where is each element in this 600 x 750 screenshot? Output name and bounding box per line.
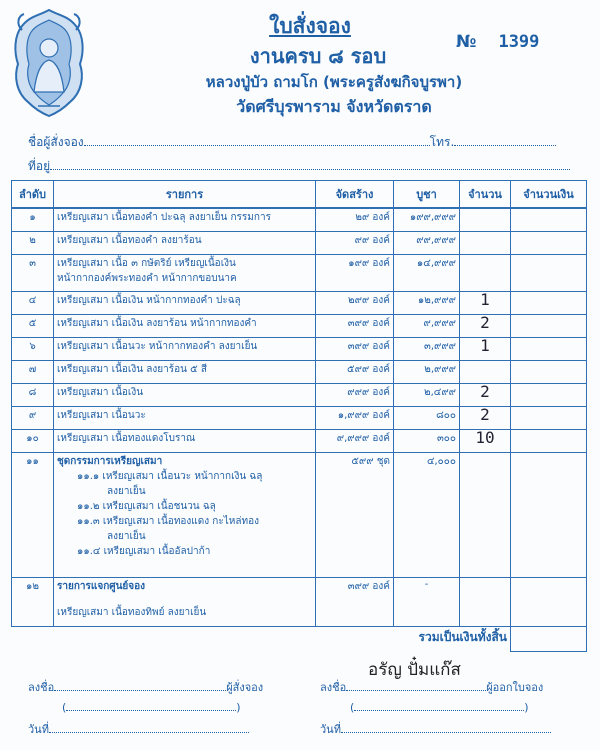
row-stock: ๙๙ องค์ bbox=[316, 232, 394, 255]
row-qty[interactable] bbox=[460, 453, 511, 578]
sign-label-right: ลงชื่อ bbox=[320, 681, 347, 694]
row-item bbox=[54, 578, 316, 627]
row-item: เหรียญเสมา เนื้อทองคำ ปะฉลุ ลงยาเย็น กรรมการ bbox=[54, 208, 316, 232]
set-line-a: ๑๑.๒ เหรียญเสมา เนื้อชนวน ฉลุ bbox=[77, 501, 216, 512]
row-price: ๑๔,๙๙๙ bbox=[394, 255, 460, 292]
orderer-date-field[interactable] bbox=[49, 720, 249, 733]
col-header-qty: จำนวน bbox=[460, 181, 511, 209]
table-row bbox=[12, 338, 587, 361]
row-item: เหรียญเสมา เนื้อเงิน หน้ากากทองคำ ปะฉลุ bbox=[54, 292, 316, 315]
phone-field[interactable] bbox=[454, 133, 556, 146]
address-line bbox=[28, 157, 570, 176]
row-price: ๓๐๐ bbox=[394, 430, 460, 453]
row-price: ๓,๙๙๙ bbox=[394, 338, 460, 361]
table-header-row bbox=[12, 181, 587, 209]
row-price: ๙,๙๙๙ bbox=[394, 315, 460, 338]
total-row bbox=[12, 627, 587, 652]
set-line-a: ๑๑.๑ เหรียญเสมา เนื้อนวะ หน้ากากเงิน ฉลุ bbox=[77, 471, 263, 482]
row-stock: ๑,๙๙๙ องค์ bbox=[316, 407, 394, 430]
set-line-a: ๑๑.๓ เหรียญเสมา เนื้อทองแดง กะไหล่ทอง bbox=[77, 516, 259, 527]
row-item: เหรียญเสมา เนื้อนวะ หน้ากากทองคำ ลงยาเย็น bbox=[54, 338, 316, 361]
row-no: ๔ bbox=[12, 292, 54, 315]
row-no: ๑๑ bbox=[12, 453, 54, 578]
total-label: รวมเป็นเงินทั้งสิ้น bbox=[12, 627, 511, 652]
row-qty[interactable] bbox=[460, 232, 511, 255]
row-qty[interactable]: 2 bbox=[460, 315, 511, 338]
table-row bbox=[12, 361, 587, 384]
table-row bbox=[12, 430, 587, 453]
row-no: ๓ bbox=[12, 255, 54, 292]
row-price: ๑๒,๙๙๙ bbox=[394, 292, 460, 315]
issuer-role: ผู้ออกใบจอง bbox=[486, 681, 544, 694]
orderer-name-field[interactable] bbox=[66, 698, 236, 711]
row-price: ๒,๙๙๙ bbox=[394, 361, 460, 384]
row-amount[interactable] bbox=[511, 407, 587, 430]
orderer-line bbox=[28, 133, 556, 152]
date-label-left: วันที่ bbox=[28, 723, 49, 736]
col-header-item: รายการ bbox=[54, 181, 316, 209]
col-header-stock: จัดสร้าง bbox=[316, 181, 394, 209]
row-amount[interactable] bbox=[511, 208, 587, 232]
event-title: งานครบ ๘ รอบ bbox=[249, 44, 387, 68]
col-header-no: ลำดับ bbox=[12, 181, 54, 209]
issuer-handwritten-name: อรัญ ปั๋มแก๊ส bbox=[368, 660, 461, 680]
monk-name: หลวงปู่บัว ถามโก (พระครูสังฆกิจบูรพา) bbox=[205, 73, 463, 91]
row-price: ๔,๐๐๐ bbox=[394, 453, 460, 578]
row-no: ๙ bbox=[12, 407, 54, 430]
row-amount[interactable] bbox=[511, 255, 587, 292]
orderer-label: ชื่อผู้สั่งจอง bbox=[28, 135, 84, 149]
table-row-set bbox=[12, 453, 587, 578]
total-amount[interactable] bbox=[511, 627, 587, 652]
orderer-field[interactable] bbox=[84, 133, 430, 146]
document-number bbox=[456, 32, 539, 52]
row-no: ๖ bbox=[12, 338, 54, 361]
row-no: ๗ bbox=[12, 361, 54, 384]
row-amount[interactable] bbox=[511, 292, 587, 315]
phone-label: โทร. bbox=[429, 135, 455, 149]
table-row bbox=[12, 292, 587, 315]
orderer-role: ผู้สั่งจอง bbox=[226, 681, 264, 694]
table-row bbox=[12, 232, 587, 255]
row-stock: ๓๙๙ องค์ bbox=[316, 338, 394, 361]
row-stock: ๓๙๙ องค์ bbox=[316, 315, 394, 338]
row-item: เหรียญเสมา เนื้อเงิน ลงยาร้อน ๕ สี bbox=[54, 361, 316, 384]
set-line-b: ลงยาเย็น bbox=[107, 531, 146, 542]
orderer-name-paren: ( ) bbox=[62, 698, 241, 714]
row-item: เหรียญเสมา เนื้อทองคำ ลงยาร้อน bbox=[54, 232, 316, 255]
temple-name: วัดศรีบุรพาราม จังหวัดตราด bbox=[236, 97, 432, 116]
row-no: ๘ bbox=[12, 384, 54, 407]
table-row bbox=[12, 255, 587, 292]
row-item-line2: หน้ากากองค์พระทองคำ หน้ากากขอบนาค bbox=[57, 273, 237, 284]
row-amount[interactable] bbox=[511, 361, 587, 384]
row-no: ๑ bbox=[12, 208, 54, 232]
row-price: ๘๐๐ bbox=[394, 407, 460, 430]
order-table bbox=[11, 180, 587, 652]
row-stock: ๑๙๙ องค์ bbox=[316, 255, 394, 292]
row-amount[interactable] bbox=[511, 430, 587, 453]
row-item-line1: เหรียญเสมา เนื้อ ๓ กษัตริย์ เหรียญเนื้อเงิน bbox=[57, 258, 236, 269]
row-price: - bbox=[394, 578, 460, 627]
row-qty[interactable]: 2 bbox=[460, 407, 511, 430]
row-qty[interactable] bbox=[460, 208, 511, 232]
row-stock: ๕๙๙ องค์ bbox=[316, 361, 394, 384]
row-amount[interactable] bbox=[511, 384, 587, 407]
orderer-date-line bbox=[28, 720, 249, 738]
row-stock: ๒๙๙ องค์ bbox=[316, 292, 394, 315]
issuer-name-field[interactable] bbox=[354, 698, 524, 711]
sign-label-left: ลงชื่อ bbox=[28, 681, 55, 694]
row-item: เหรียญเสมา เนื้อทองแดงโบราณ bbox=[54, 430, 316, 453]
table-row bbox=[12, 407, 587, 430]
table-row-distribution bbox=[12, 578, 587, 627]
row-item: เหรียญเสมา เนื้อเงิน bbox=[54, 384, 316, 407]
row-qty[interactable] bbox=[460, 361, 511, 384]
row-no: ๑๒ bbox=[12, 578, 54, 627]
row-qty[interactable]: 2 bbox=[460, 384, 511, 407]
row-no: ๕ bbox=[12, 315, 54, 338]
row-qty[interactable]: 1 bbox=[460, 338, 511, 361]
row-price: ๙๙,๙๙๙ bbox=[394, 232, 460, 255]
row-qty[interactable]: 1 bbox=[460, 292, 511, 315]
row-item: เหรียญเสมา เนื้อเงิน ลงยาร้อน หน้ากากทองคำ bbox=[54, 315, 316, 338]
row-price: ๑๙๙,๙๙๙ bbox=[394, 208, 460, 232]
set-title: ชุดกรรมการเหรียญเสมา bbox=[57, 456, 163, 467]
set-line-a: ๑๑.๔ เหรียญเสมา เนื้ออัลปาก้า bbox=[77, 546, 211, 557]
row-amount[interactable] bbox=[511, 453, 587, 578]
issuer-name-paren: ( ) bbox=[350, 698, 529, 714]
row-stock: ๙๙๙ องค์ bbox=[316, 384, 394, 407]
row-amount[interactable] bbox=[511, 578, 587, 627]
orderer-signature-line bbox=[28, 678, 263, 696]
row-amount[interactable] bbox=[511, 315, 587, 338]
row-stock: ๒๙ องค์ bbox=[316, 208, 394, 232]
row-item: เหรียญเสมา เนื้อนวะ bbox=[54, 407, 316, 430]
row-stock: ๓๙๙ องค์ bbox=[316, 578, 394, 627]
row-price: ๒,๔๙๙ bbox=[394, 384, 460, 407]
dist-title: รายการแจกศูนย์จอง bbox=[57, 581, 146, 592]
row-amount[interactable] bbox=[511, 338, 587, 361]
row-qty[interactable] bbox=[460, 578, 511, 627]
row-qty[interactable] bbox=[460, 255, 511, 292]
address-label: ที่อยู่ bbox=[28, 159, 51, 173]
row-no: ๑๐ bbox=[12, 430, 54, 453]
doc-no-value: 1399 bbox=[498, 32, 540, 52]
issuer-date-field[interactable] bbox=[341, 720, 551, 733]
row-stock: ๙,๙๙๙ องค์ bbox=[316, 430, 394, 453]
issuer-date-line bbox=[320, 720, 551, 738]
doc-no-label: № bbox=[456, 32, 477, 52]
row-amount[interactable] bbox=[511, 232, 587, 255]
row-qty[interactable]: 10 bbox=[460, 430, 511, 453]
row-item bbox=[54, 453, 316, 578]
table-row bbox=[12, 208, 587, 232]
row-item bbox=[54, 255, 316, 292]
date-label-right: วันที่ bbox=[320, 723, 341, 736]
row-no: ๒ bbox=[12, 232, 54, 255]
col-header-amount: จำนวนเงิน bbox=[511, 181, 587, 209]
table-row bbox=[12, 384, 587, 407]
orderer-signature-field[interactable] bbox=[54, 678, 226, 691]
table-row bbox=[12, 315, 587, 338]
address-field[interactable] bbox=[50, 157, 570, 170]
row-stock: ๕๙๙ ชุด bbox=[316, 453, 394, 578]
dist-item: เหรียญเสมา เนื้อทองทิพย์ ลงยาเย็น bbox=[57, 607, 207, 618]
set-line-b: ลงยาเย็น bbox=[107, 486, 146, 497]
form-title: ใบสั่งจอง bbox=[269, 14, 351, 38]
col-header-price: บูชา bbox=[394, 181, 460, 209]
